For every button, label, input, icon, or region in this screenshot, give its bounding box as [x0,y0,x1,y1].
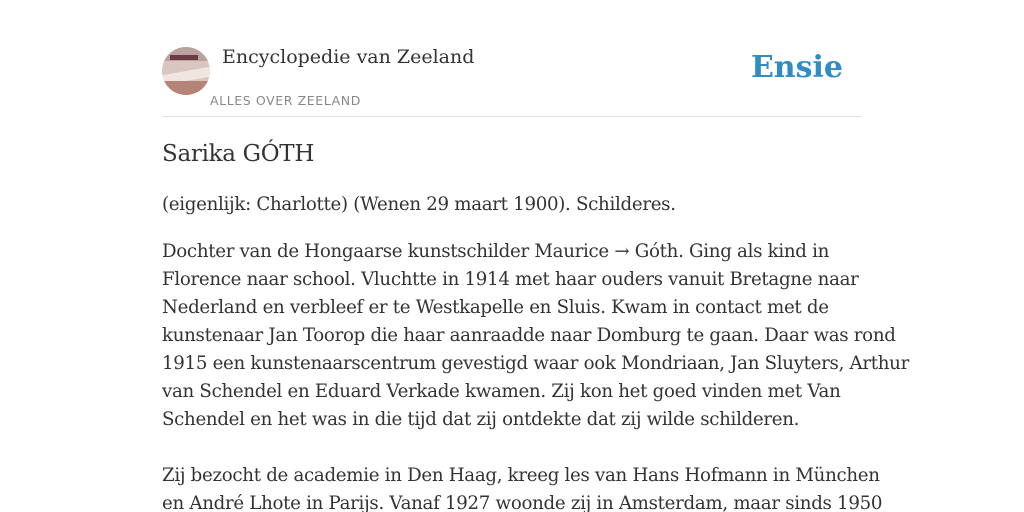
site-header [162,40,862,117]
paragraph-line: Florence naar school. Vluchtte in 1914 met haar ouders vanuit Bretagne naar [162,269,859,290]
paragraph-line: Schendel en het was in die tijd dat zij ontdekte dat zij wilde schilderen. [162,409,800,430]
ensie-logo-link[interactable]: Ensie [750,50,843,85]
avatar-detail [170,55,198,60]
article-paragraph-1 [162,238,909,434]
paragraph-line: Dochter van de Hongaarse kunstschilder Maurice → Góth. Ging als kind in [162,241,830,262]
site-title-link[interactable]: Encyclopedie van Zeeland [222,46,475,68]
paragraph-line: van Schendel en Eduard Verkade kwamen. Zij kon het goed vinden met Van [162,381,841,402]
paragraph-line: kunstenaar Jan Toorop die haar aanraadde naar Domburg te gaan. Daar was rond [162,325,896,346]
article-title: Sarika GÓTH [162,141,315,167]
site-tagline: ALLES OVER ZEELAND [210,93,361,108]
paragraph-line: Nederland en verbleef er te Westkapelle en Sluis. Kwam in contact met de [162,297,829,318]
article [162,138,909,512]
site-avatar-image[interactable] [162,47,210,95]
avatar-detail [162,81,210,95]
paragraph-line: 1915 een kunstenaarscentrum gevestigd waar ook Mondriaan, Jan Sluyters, Arthur [162,353,909,374]
article-paragraph-2 [162,462,883,512]
paragraph-line: en André Lhote in Parijs. Vanaf 1927 woonde zij in Amsterdam, maar sinds 1950 [162,493,883,512]
paragraph-line: Zij bezocht de academie in Den Haag, kreeg les van Hans Hofmann in München [162,465,880,486]
article-lead: (eigenlijk: Charlotte) (Wenen 29 maart 1900). Schilderes. [162,194,676,215]
